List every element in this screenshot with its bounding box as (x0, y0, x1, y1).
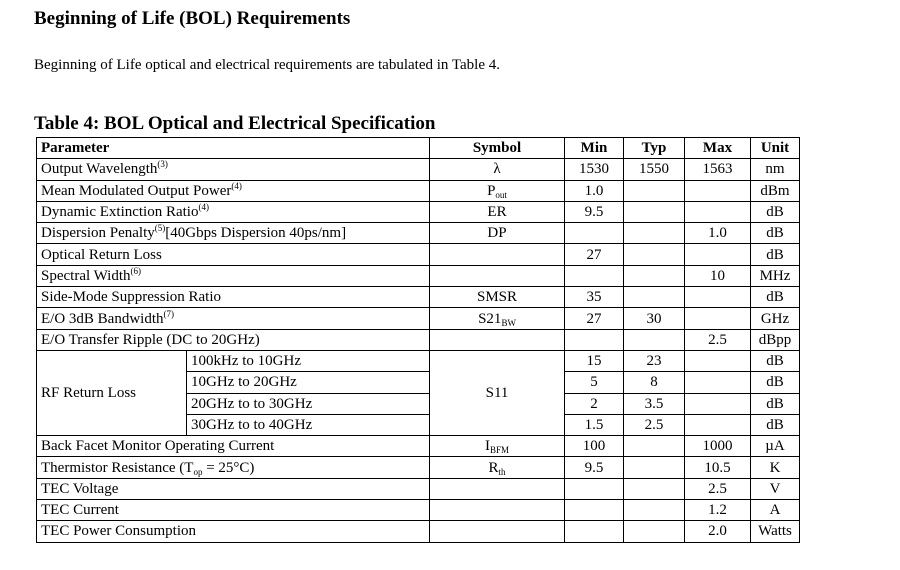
cell-parameter (37, 244, 430, 265)
cell-unit: dB (751, 414, 800, 435)
cell-typ (624, 521, 685, 542)
table-row (37, 223, 800, 244)
cell-unit: dBm (751, 180, 800, 201)
cell-symbol (430, 201, 565, 222)
symbol-subscript: BW (501, 317, 516, 328)
cell-symbol (430, 265, 565, 286)
cell-symbol (430, 329, 565, 350)
cell-parameter (37, 287, 430, 308)
cell-typ (624, 329, 685, 350)
cell-typ (624, 201, 685, 222)
cell-unit: µA (751, 436, 800, 457)
cell-min (565, 478, 624, 499)
parameter-name: TEC Current (41, 502, 119, 519)
cell-typ: 1550 (624, 159, 685, 180)
cell-typ (624, 223, 685, 244)
table-row (37, 478, 800, 499)
symbol-text: P (487, 182, 496, 199)
cell-unit: MHz (751, 265, 800, 286)
table-row (37, 265, 800, 286)
cell-symbol (430, 308, 565, 329)
cell-typ (624, 287, 685, 308)
parameter-subscript: op (193, 466, 203, 477)
cell-typ: 3.5 (624, 393, 685, 414)
col-header-min: Min (565, 138, 624, 159)
parameter-suffix: [40Gbps Dispersion 40ps/nm] (165, 225, 347, 242)
cell-unit: K (751, 457, 800, 478)
cell-max (685, 244, 751, 265)
parameter-name: Back Facet Monitor Operating Current (41, 438, 275, 455)
cell-max (685, 350, 751, 371)
cell-max (685, 308, 751, 329)
footnote-ref: (7) (163, 308, 174, 319)
symbol-text: S21 (478, 310, 502, 327)
cell-unit: A (751, 500, 800, 521)
cell-unit: dB (751, 244, 800, 265)
cell-typ (624, 436, 685, 457)
parameter-suffix: = 25°C) (202, 459, 255, 476)
cell-max: 2.5 (685, 329, 751, 350)
cell-symbol (430, 436, 565, 457)
cell-unit: V (751, 478, 800, 499)
cell-symbol (430, 159, 565, 180)
cell-unit: dBpp (751, 329, 800, 350)
table-caption: Table 4: BOL Optical and Electrical Specification (34, 113, 436, 134)
cell-frequency-range: 30GHz to to 40GHz (187, 414, 430, 435)
cell-unit: dB (751, 223, 800, 244)
cell-min: 35 (565, 287, 624, 308)
cell-parameter (37, 457, 430, 478)
cell-parameter (37, 159, 430, 180)
symbol-text: R (488, 459, 499, 476)
cell-unit: dB (751, 287, 800, 308)
footnote-ref: (6) (130, 265, 142, 276)
cell-typ: 2.5 (624, 414, 685, 435)
cell-parameter (37, 521, 430, 542)
cell-max: 1000 (685, 436, 751, 457)
cell-min: 15 (565, 350, 624, 371)
cell-min: 1.0 (565, 180, 624, 201)
symbol-subscript: out (495, 189, 507, 200)
cell-symbol (430, 223, 565, 244)
cell-parameter (37, 201, 430, 222)
cell-symbol (430, 500, 565, 521)
spec-table (36, 137, 800, 543)
cell-max (685, 201, 751, 222)
table-row (37, 287, 800, 308)
cell-max: 10 (685, 265, 751, 286)
symbol-subscript: BFM (490, 445, 510, 456)
cell-min: 9.5 (565, 201, 624, 222)
cell-frequency-range: 100kHz to 10GHz (187, 350, 430, 371)
intro-paragraph: Beginning of Life optical and electrical requirements are tabulated in Table 4. (34, 57, 500, 73)
cell-typ (624, 180, 685, 201)
table-row (37, 521, 800, 542)
cell-max (685, 287, 751, 308)
cell-min: 5 (565, 372, 624, 393)
col-header-unit: Unit (751, 138, 800, 159)
table-row (37, 201, 800, 222)
cell-min (565, 521, 624, 542)
table-header-row (37, 138, 800, 159)
cell-min: 100 (565, 436, 624, 457)
parameter-name: TEC Voltage (41, 480, 119, 497)
cell-min: 1.5 (565, 414, 624, 435)
table-row (37, 180, 800, 201)
cell-symbol (430, 180, 565, 201)
cell-typ: 8 (624, 372, 685, 393)
cell-symbol (430, 521, 565, 542)
parameter-name: E/O 3dB Bandwidth (41, 310, 164, 327)
cell-unit: dB (751, 393, 800, 414)
cell-max: 10.5 (685, 457, 751, 478)
footnote-ref: (3) (157, 159, 168, 170)
symbol-text: ER (487, 204, 507, 221)
cell-min: 27 (565, 244, 624, 265)
parameter-name: Thermistor Resistance (T (41, 459, 194, 476)
cell-max (685, 372, 751, 393)
cell-min (565, 500, 624, 521)
table-row (37, 436, 800, 457)
cell-typ (624, 478, 685, 499)
table-row (37, 457, 800, 478)
col-header-symbol: Symbol (430, 138, 565, 159)
cell-min (565, 329, 624, 350)
table-row (37, 308, 800, 329)
cell-max: 1.0 (685, 223, 751, 244)
cell-max: 2.5 (685, 478, 751, 499)
table-row (37, 244, 800, 265)
col-header-max: Max (685, 138, 751, 159)
cell-typ (624, 500, 685, 521)
cell-max (685, 414, 751, 435)
cell-typ (624, 457, 685, 478)
cell-min: 2 (565, 393, 624, 414)
symbol-subscript: th (498, 466, 506, 477)
cell-symbol (430, 457, 565, 478)
cell-unit: dB (751, 372, 800, 393)
cell-parameter (37, 308, 430, 329)
parameter-name: E/O Transfer Ripple (DC to 20GHz) (41, 331, 260, 348)
cell-min: 1530 (565, 159, 624, 180)
cell-rf-return-loss-label: RF Return Loss (37, 350, 187, 435)
cell-max (685, 393, 751, 414)
cell-min (565, 223, 624, 244)
cell-frequency-range: 10GHz to 20GHz (187, 372, 430, 393)
cell-symbol (430, 478, 565, 499)
table-row (37, 350, 800, 371)
table-row (37, 159, 800, 180)
footnote-ref: (5) (154, 223, 166, 234)
table-row (37, 329, 800, 350)
cell-parameter (37, 180, 430, 201)
cell-parameter (37, 223, 430, 244)
cell-min (565, 265, 624, 286)
footnote-ref: (4) (231, 180, 242, 191)
cell-typ (624, 244, 685, 265)
cell-symbol (430, 287, 565, 308)
cell-min: 9.5 (565, 457, 624, 478)
col-header-parameter: Parameter (37, 138, 430, 159)
cell-max: 1563 (685, 159, 751, 180)
symbol-text: λ (493, 161, 501, 178)
cell-typ: 30 (624, 308, 685, 329)
col-header-typ: Typ (624, 138, 685, 159)
cell-symbol: S11 (430, 350, 565, 435)
parameter-name: Side-Mode Suppression Ratio (41, 289, 221, 306)
symbol-text: SMSR (477, 289, 518, 306)
parameter-name: Dispersion Penalty (41, 225, 155, 242)
cell-parameter (37, 500, 430, 521)
cell-typ: 23 (624, 350, 685, 371)
cell-unit: GHz (751, 308, 800, 329)
cell-symbol (430, 244, 565, 265)
cell-max: 1.2 (685, 500, 751, 521)
parameter-name: Optical Return Loss (41, 246, 162, 263)
cell-parameter (37, 329, 430, 350)
parameter-name: Output Wavelength (41, 161, 158, 178)
footnote-ref: (4) (198, 202, 209, 213)
cell-unit: dB (751, 201, 800, 222)
symbol-text: I (485, 438, 490, 455)
parameter-name: TEC Power Consumption (41, 523, 197, 540)
section-heading: Beginning of Life (BOL) Requirements (34, 8, 351, 29)
cell-unit: Watts (751, 521, 800, 542)
cell-parameter (37, 436, 430, 457)
cell-frequency-range: 20GHz to to 30GHz (187, 393, 430, 414)
cell-max (685, 180, 751, 201)
table-row (37, 500, 800, 521)
cell-max: 2.0 (685, 521, 751, 542)
cell-min: 27 (565, 308, 624, 329)
cell-parameter (37, 265, 430, 286)
parameter-name: Dynamic Extinction Ratio (41, 204, 199, 221)
cell-typ (624, 265, 685, 286)
cell-unit: dB (751, 350, 800, 371)
symbol-text: DP (487, 225, 507, 242)
parameter-name: Mean Modulated Output Power (41, 182, 232, 199)
cell-unit: nm (751, 159, 800, 180)
cell-parameter (37, 478, 430, 499)
parameter-name: Spectral Width (41, 267, 131, 284)
